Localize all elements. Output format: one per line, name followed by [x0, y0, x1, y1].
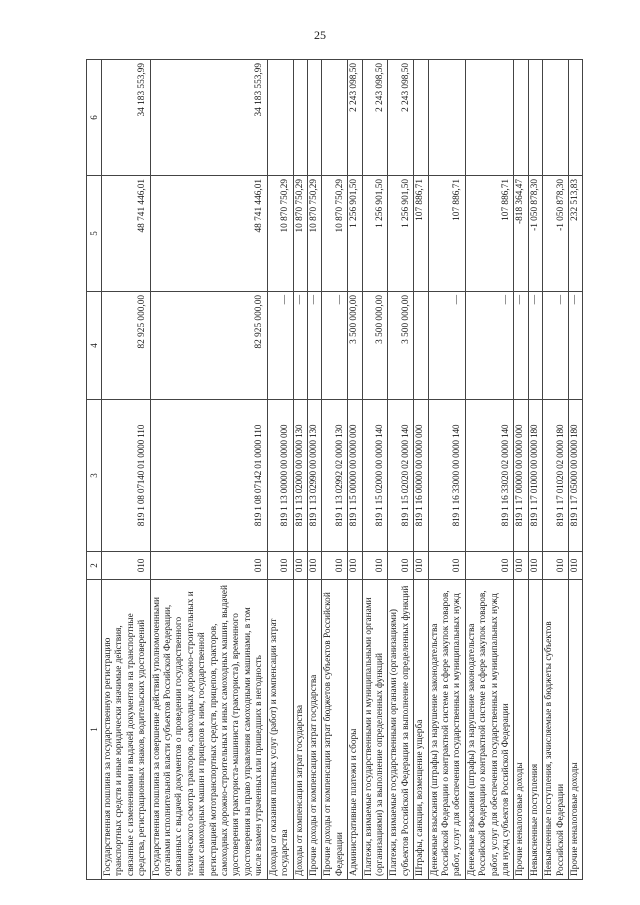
- row-name-cell: Административные платежи и сборы: [348, 580, 362, 880]
- table-row: [514, 60, 528, 880]
- table-row: [267, 60, 293, 880]
- row-fact-cell: -1 050 878,30: [543, 176, 569, 292]
- row-budget-code-cell: 819 1 15 00000 00 0000 000: [348, 400, 362, 552]
- row-name-cell: Доходы от оказания платных услуг (работ) и компенсации затрат государства: [267, 580, 293, 880]
- row-plan-cell: —: [267, 292, 293, 400]
- row-name-cell: Прочие доходы от компенсации затрат государства: [307, 580, 321, 880]
- row-budget-code-cell: 819 1 16 33020 02 0000 140: [465, 400, 514, 552]
- table-row: [414, 60, 428, 880]
- row-admin-code-cell: 010: [307, 552, 321, 580]
- row-remainder-cell: [414, 60, 428, 176]
- row-plan-cell: —: [528, 292, 542, 400]
- table-row: [428, 60, 465, 880]
- row-remainder-cell: [528, 60, 542, 176]
- header-cell: 4: [87, 292, 102, 400]
- header-cell: 3: [87, 400, 102, 552]
- row-plan-cell: —: [543, 292, 569, 400]
- row-remainder-cell: [428, 60, 465, 176]
- row-admin-code-cell: 010: [514, 552, 528, 580]
- row-budget-code-cell: 819 1 08 07140 01 0000 110: [102, 400, 151, 552]
- row-fact-cell: 10 870 750,29: [293, 176, 307, 292]
- table-row: [102, 60, 151, 880]
- row-remainder-cell: [293, 60, 307, 176]
- row-name-cell: Государственная пошлина за совершение действий уполномоченными органами исполнительной власти субъектов Российской Федерации, связанных с выдачей документов о проведении государственного технического осмотра тракторов, самоходных дорожно-строительных и иных самоходных машин и прицепов к ним, государственной регистрацией мототранспортных средств, прицепов, тракторов, самоходных дорожно-строительных и иных самоходных машин, выдачей удостоверения тракториста-машиниста (тракториста), временного удостоверения на право управления самоходными машинами, в том числе взамен утраченных или пришедших в негодность: [150, 580, 267, 880]
- row-remainder-cell: [267, 60, 293, 176]
- row-fact-cell: 1 256 901,50: [348, 176, 362, 292]
- row-budget-code-cell: 819 1 13 02000 00 0000 130: [293, 400, 307, 552]
- row-fact-cell: 107 886,71: [428, 176, 465, 292]
- row-fact-cell: 107 886,71: [414, 176, 428, 292]
- row-plan-cell: —: [322, 292, 348, 400]
- row-admin-code-cell: 010: [569, 552, 583, 580]
- row-plan-cell: 82 925 000,00: [150, 292, 267, 400]
- row-budget-code-cell: 819 1 15 02000 00 0000 140: [362, 400, 388, 552]
- row-budget-code-cell: 819 1 15 02020 02 0000 140: [388, 400, 414, 552]
- header-cell: 1: [87, 580, 102, 880]
- row-admin-code-cell: 010: [362, 552, 388, 580]
- table-row: [348, 60, 362, 880]
- row-budget-code-cell: 819 1 17 05000 00 0000 180: [569, 400, 583, 552]
- row-admin-code-cell: 010: [267, 552, 293, 580]
- row-remainder-cell: 34 183 553,99: [102, 60, 151, 176]
- row-name-cell: Невыясненные поступления: [528, 580, 542, 880]
- header-cell: 6: [87, 60, 102, 176]
- row-remainder-cell: [322, 60, 348, 176]
- row-name-cell: Штрафы, санкции, возмещение ущерба: [414, 580, 428, 880]
- row-plan-cell: —: [428, 292, 465, 400]
- row-admin-code-cell: 010: [322, 552, 348, 580]
- row-name-cell: Денежные взыскания (штрафы) за нарушение законодательства Российской Федерации о контрактной системе в сфере закупок товаров, работ, услуг для обеспечения государственных и муниципальных нужд для нужд субъектов Российской Федерации: [465, 580, 514, 880]
- table-row: [528, 60, 542, 880]
- row-name-cell: Платежи, взимаемые государственными органами (организациями) субъектов Российской Федерации за выполнение определенных функций: [388, 580, 414, 880]
- row-remainder-cell: [514, 60, 528, 176]
- row-fact-cell: -1 050 878,30: [528, 176, 542, 292]
- row-admin-code-cell: 010: [465, 552, 514, 580]
- row-remainder-cell: 34 183 553,99: [150, 60, 267, 176]
- row-admin-code-cell: 010: [414, 552, 428, 580]
- row-admin-code-cell: 010: [150, 552, 267, 580]
- row-budget-code-cell: 819 1 08 07142 01 0000 110: [150, 400, 267, 552]
- table-row: [362, 60, 388, 880]
- table-body: [102, 60, 583, 880]
- row-admin-code-cell: 010: [293, 552, 307, 580]
- table-row: [388, 60, 414, 880]
- revenue-table: [86, 59, 583, 880]
- row-fact-cell: 107 886,71: [465, 176, 514, 292]
- row-plan-cell: 3 500 000,00: [388, 292, 414, 400]
- rotated-table-area: [86, 60, 640, 876]
- row-admin-code-cell: 010: [528, 552, 542, 580]
- row-admin-code-cell: 010: [428, 552, 465, 580]
- row-fact-cell: -818 364,47: [514, 176, 528, 292]
- table-row: [569, 60, 583, 880]
- row-remainder-cell: [569, 60, 583, 176]
- row-remainder-cell: [543, 60, 569, 176]
- table-row: [543, 60, 569, 880]
- row-plan-cell: —: [293, 292, 307, 400]
- row-remainder-cell: [307, 60, 321, 176]
- row-name-cell: Денежные взыскания (штрафы) за нарушение законодательства Российской Федерации о контрактной системе в сфере закупок товаров, работ, услуг для обеспечения государственных и муниципальных нужд: [428, 580, 465, 880]
- row-fact-cell: 232 513,83: [569, 176, 583, 292]
- rotated-table-container: [86, 60, 606, 880]
- row-plan-cell: —: [514, 292, 528, 400]
- header-cell: 2: [87, 552, 102, 580]
- row-name-cell: Невыясненные поступления, зачисляемые в бюджеты субъектов Российской Федерации: [543, 580, 569, 880]
- row-plan-cell: 82 925 000,00: [102, 292, 151, 400]
- row-name-cell: Доходы от компенсации затрат государства: [293, 580, 307, 880]
- row-name-cell: Прочие доходы от компенсации затрат бюджетов субъектов Российской Федерации: [322, 580, 348, 880]
- page-number: 25: [314, 28, 326, 42]
- row-admin-code-cell: 010: [388, 552, 414, 580]
- row-plan-cell: —: [569, 292, 583, 400]
- row-name-cell: Платежи, взимаемые государственными и муниципальными органами (организациями) за выполнение определенных функций: [362, 580, 388, 880]
- row-remainder-cell: 2 243 098,50: [348, 60, 362, 176]
- row-budget-code-cell: 819 1 16 33000 00 0000 140: [428, 400, 465, 552]
- row-fact-cell: 10 870 750,29: [322, 176, 348, 292]
- row-name-cell: Прочие неналоговые доходы: [569, 580, 583, 880]
- row-budget-code-cell: 819 1 17 01020 02 0000 180: [543, 400, 569, 552]
- table-row: [465, 60, 514, 880]
- row-admin-code-cell: 010: [102, 552, 151, 580]
- row-fact-cell: 48 741 446,01: [150, 176, 267, 292]
- row-budget-code-cell: 819 1 13 00000 00 0000 000: [267, 400, 293, 552]
- row-fact-cell: 10 870 750,29: [307, 176, 321, 292]
- header-cell: 5: [87, 176, 102, 292]
- row-fact-cell: 48 741 446,01: [102, 176, 151, 292]
- row-budget-code-cell: 819 1 13 02992 02 0000 130: [322, 400, 348, 552]
- table-row: [150, 60, 267, 880]
- row-budget-code-cell: 819 1 17 01000 00 0000 180: [528, 400, 542, 552]
- table-row: [307, 60, 321, 880]
- row-plan-cell: [414, 292, 428, 400]
- row-budget-code-cell: 819 1 17 00000 00 0000 000: [514, 400, 528, 552]
- row-name-cell: Государственная пошлина за государственную регистрацию транспортных средств и иные юридически значимые действия, связанные с изменениями и выдачей документов на транспортные средства, регистрационных знаков, водительских удостоверений: [102, 580, 151, 880]
- row-admin-code-cell: 010: [543, 552, 569, 580]
- table-row: [293, 60, 307, 880]
- row-plan-cell: 3 500 000,00: [362, 292, 388, 400]
- header-row: [87, 60, 102, 880]
- row-admin-code-cell: 010: [348, 552, 362, 580]
- row-budget-code-cell: 819 1 13 02990 00 0000 130: [307, 400, 321, 552]
- row-fact-cell: 10 870 750,29: [267, 176, 293, 292]
- row-fact-cell: 1 256 901,50: [362, 176, 388, 292]
- row-budget-code-cell: 819 1 16 00000 00 0000 000: [414, 400, 428, 552]
- row-plan-cell: —: [307, 292, 321, 400]
- row-remainder-cell: 2 243 098,50: [388, 60, 414, 176]
- table-row: [322, 60, 348, 880]
- row-name-cell: Прочие неналоговые доходы: [514, 580, 528, 880]
- row-remainder-cell: [465, 60, 514, 176]
- row-remainder-cell: 2 243 098,50: [362, 60, 388, 176]
- row-fact-cell: 1 256 901,50: [388, 176, 414, 292]
- row-plan-cell: —: [465, 292, 514, 400]
- row-plan-cell: 3 500 000,00: [348, 292, 362, 400]
